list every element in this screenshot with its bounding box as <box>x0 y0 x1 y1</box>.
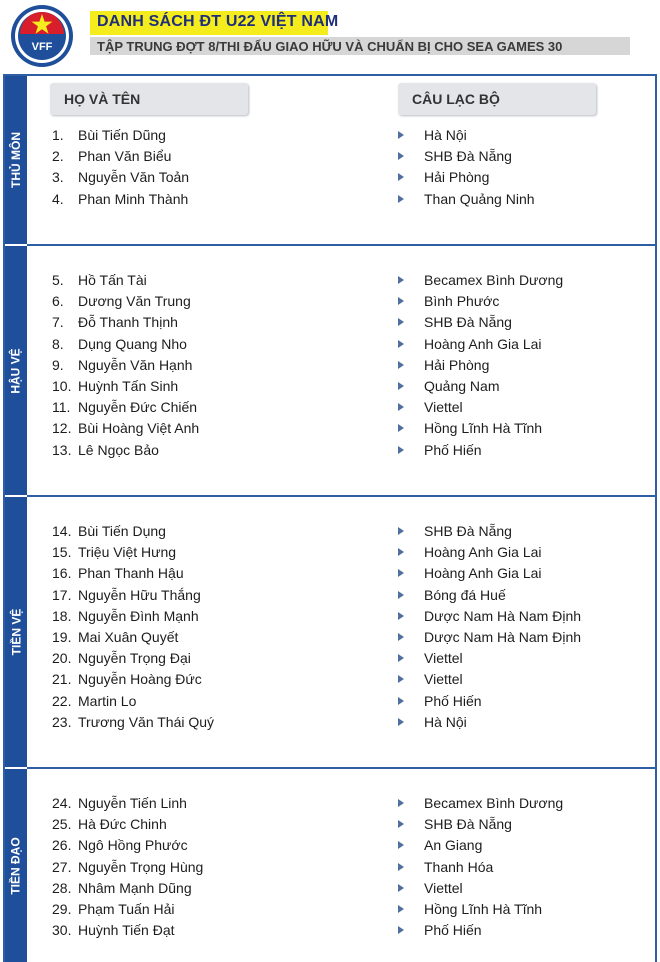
player-number: 3. <box>52 169 64 186</box>
player-number: 14. <box>52 523 72 539</box>
player-number: 18. <box>52 607 72 624</box>
player-club: Phố Hiến <box>424 441 482 458</box>
bullet-arrow-icon <box>398 131 404 139</box>
player-name: Lê Ngọc Bảo <box>78 441 159 458</box>
table-row <box>0 835 660 856</box>
player-club: SHB Đà Nẵng <box>424 816 512 833</box>
player-number: 2. <box>52 148 64 165</box>
player-number: 17. <box>52 586 72 603</box>
section-divider <box>27 495 657 497</box>
bullet-arrow-icon <box>398 340 404 348</box>
player-name: Nguyễn Văn Hạnh <box>78 356 193 373</box>
player-club: Bóng đá Huế <box>424 586 506 603</box>
player-club: SHB Đà Nẵng <box>424 314 512 331</box>
player-name: Nguyễn Trọng Đại <box>78 650 191 667</box>
player-name: Nguyễn Hữu Thắng <box>78 586 201 603</box>
bullet-arrow-icon <box>398 820 404 828</box>
player-club: An Giang <box>424 837 483 854</box>
bullet-arrow-icon <box>398 152 404 160</box>
table-row <box>0 606 660 627</box>
bullet-arrow-icon <box>398 195 404 203</box>
player-number: 30. <box>52 922 72 939</box>
player-club: Phố Hiến <box>424 922 482 939</box>
table-row <box>0 270 660 291</box>
table-row <box>0 542 660 563</box>
player-club: Hà Nội <box>424 127 467 143</box>
table-row <box>0 585 660 606</box>
player-number: 27. <box>52 858 72 875</box>
player-club: Hoàng Anh Gia Lai <box>424 565 542 582</box>
bullet-arrow-icon <box>398 591 404 599</box>
table-row <box>0 167 660 188</box>
bullet-arrow-icon <box>398 884 404 892</box>
table-row <box>0 920 660 941</box>
bullet-arrow-icon <box>398 548 404 556</box>
player-name: Huỳnh Tiến Đạt <box>78 922 175 939</box>
player-name: Hà Đức Chinh <box>78 816 167 833</box>
player-number: 8. <box>52 335 64 352</box>
table-row <box>0 440 660 461</box>
player-name: Bùi Tiến Dũng <box>78 127 166 143</box>
section-label-text: TIỀN ĐẠO <box>9 836 23 895</box>
player-name: Phạm Tuấn Hải <box>78 901 175 917</box>
player-club: Viettel <box>424 399 463 416</box>
bullet-arrow-icon <box>398 863 404 871</box>
player-name: Huỳnh Tấn Sinh <box>78 378 179 394</box>
player-club: Hà Nội <box>424 713 467 730</box>
player-club: Becamex Bình Dương <box>424 272 564 288</box>
table-row <box>0 146 660 167</box>
player-number: 1. <box>52 127 64 143</box>
column-header-name: HỌ VÀ TÊN <box>50 83 248 115</box>
table-row <box>0 899 660 920</box>
player-club: Hải Phòng <box>424 169 490 186</box>
player-number: 9. <box>52 356 64 373</box>
table-row <box>0 521 660 542</box>
player-club: Viettel <box>424 650 463 667</box>
table-row <box>0 189 660 210</box>
player-name: Phan Minh Thành <box>78 190 189 207</box>
table-row <box>0 814 660 835</box>
section-label-text: THỦ MÔN <box>9 132 23 188</box>
svg-text:VFF: VFF <box>31 41 53 53</box>
bullet-arrow-icon <box>398 633 404 641</box>
player-number: 20. <box>52 650 72 667</box>
table-row <box>0 712 660 733</box>
page-title: DANH SÁCH ĐT U22 VIỆT NAM <box>97 13 339 30</box>
player-number: 13. <box>52 441 72 458</box>
player-name: Nguyễn Văn Toản <box>78 169 190 186</box>
player-number: 5. <box>52 272 64 288</box>
bullet-arrow-icon <box>398 527 404 535</box>
player-club: Hồng Lĩnh Hà Tĩnh <box>424 420 543 437</box>
table-row <box>0 563 660 584</box>
bullet-arrow-icon <box>398 382 404 390</box>
table-row <box>0 312 660 333</box>
player-number: 16. <box>52 565 72 582</box>
table-row <box>0 669 660 690</box>
player-name: Phan Thanh Hậu <box>78 565 184 582</box>
section-divider <box>27 244 657 246</box>
player-number: 24. <box>52 795 72 811</box>
player-number: 28. <box>52 879 72 896</box>
player-name: Nguyễn Trọng Hùng <box>78 858 204 875</box>
player-number: 6. <box>52 293 64 310</box>
bullet-arrow-icon <box>398 799 404 807</box>
player-name: Hồ Tấn Tài <box>78 272 147 288</box>
player-number: 19. <box>52 629 72 645</box>
player-club: Viettel <box>424 671 463 688</box>
section-divider <box>27 767 657 769</box>
player-club: SHB Đà Nẵng <box>424 523 512 539</box>
bullet-arrow-icon <box>398 403 404 411</box>
player-number: 7. <box>52 314 64 331</box>
player-name: Bùi Tiến Dụng <box>78 523 166 539</box>
player-club: Hồng Lĩnh Hà Tĩnh <box>424 901 543 917</box>
bullet-arrow-icon <box>398 569 404 577</box>
table-row <box>0 878 660 899</box>
player-club: SHB Đà Nẵng <box>424 148 512 165</box>
player-number: 25. <box>52 816 72 833</box>
table-row <box>0 376 660 397</box>
player-name: Nguyễn Đức Chiến <box>78 399 198 416</box>
player-number: 29. <box>52 901 72 917</box>
bullet-arrow-icon <box>398 297 404 305</box>
table-row <box>0 857 660 878</box>
player-name: Mai Xuân Quyết <box>78 629 179 645</box>
player-number: 11. <box>52 399 71 416</box>
table-row <box>0 648 660 669</box>
player-name: Phan Văn Biểu <box>78 148 172 165</box>
table-row <box>0 291 660 312</box>
section-label-text: HẬU VỆ <box>9 347 23 394</box>
bullet-arrow-icon <box>398 841 404 849</box>
bullet-arrow-icon <box>398 654 404 662</box>
player-club: Phố Hiến <box>424 692 482 709</box>
bullet-arrow-icon <box>398 926 404 934</box>
player-number: 23. <box>52 713 72 730</box>
table-row <box>0 397 660 418</box>
player-club: Than Quảng Ninh <box>424 190 535 207</box>
bullet-arrow-icon <box>398 612 404 620</box>
player-club: Thanh Hóa <box>424 858 494 875</box>
player-club: Dược Nam Hà Nam Định <box>424 629 582 645</box>
bullet-arrow-icon <box>398 361 404 369</box>
player-club: Viettel <box>424 879 463 896</box>
player-number: 26. <box>52 837 72 854</box>
player-name: Nhâm Mạnh Dũng <box>78 879 192 896</box>
section-label-text: TIỀN VỆ <box>9 608 23 656</box>
bullet-arrow-icon <box>398 697 404 705</box>
player-number: 10. <box>52 378 72 394</box>
bullet-arrow-icon <box>398 446 404 454</box>
player-name: Nguyễn Hoàng Đức <box>78 671 202 688</box>
player-name: Trương Văn Thái Quý <box>78 713 215 730</box>
table-row <box>0 355 660 376</box>
player-club: Becamex Bình Dương <box>424 795 564 811</box>
player-number: 22. <box>52 692 72 709</box>
table-row <box>0 418 660 439</box>
table-row <box>0 793 660 814</box>
player-name: Dụng Quang Nho <box>78 335 187 352</box>
table-row <box>0 627 660 648</box>
bullet-arrow-icon <box>398 718 404 726</box>
player-number: 21. <box>52 671 72 688</box>
player-club: Dược Nam Hà Nam Định <box>424 607 582 624</box>
bullet-arrow-icon <box>398 276 404 284</box>
vff-logo <box>10 4 74 68</box>
column-header-club: CÂU LẠC BỘ <box>398 83 596 115</box>
player-club: Bình Phước <box>424 293 500 310</box>
table-row <box>0 125 660 146</box>
player-name: Bùi Hoàng Việt Anh <box>78 420 200 437</box>
player-name: Nguyễn Đình Mạnh <box>78 607 199 624</box>
player-name: Đỗ Thanh Thịnh <box>78 314 178 331</box>
player-club: Quảng Nam <box>424 378 500 394</box>
player-name: Nguyễn Tiến Linh <box>78 795 187 811</box>
player-club: Hoàng Anh Gia Lai <box>424 544 542 561</box>
page-subtitle: TẬP TRUNG ĐỢT 8/THI ĐẤU GIAO HỮU VÀ CHUẨN BỊ CHO SEA GAMES 30 <box>97 39 563 54</box>
bullet-arrow-icon <box>398 675 404 683</box>
player-name: Martin Lo <box>78 692 137 709</box>
player-name: Dương Văn Trung <box>78 293 191 310</box>
player-club: Hải Phòng <box>424 356 490 373</box>
player-number: 4. <box>52 190 64 207</box>
player-name: Triệu Việt Hưng <box>78 544 177 561</box>
player-number: 15. <box>52 544 72 561</box>
player-club: Hoàng Anh Gia Lai <box>424 335 542 352</box>
table-row <box>0 691 660 712</box>
bullet-arrow-icon <box>398 173 404 181</box>
bullet-arrow-icon <box>398 318 404 326</box>
table-row <box>0 334 660 355</box>
player-number: 12. <box>52 420 72 437</box>
player-name: Ngô Hồng Phước <box>78 837 188 854</box>
bullet-arrow-icon <box>398 905 404 913</box>
bullet-arrow-icon <box>398 424 404 432</box>
